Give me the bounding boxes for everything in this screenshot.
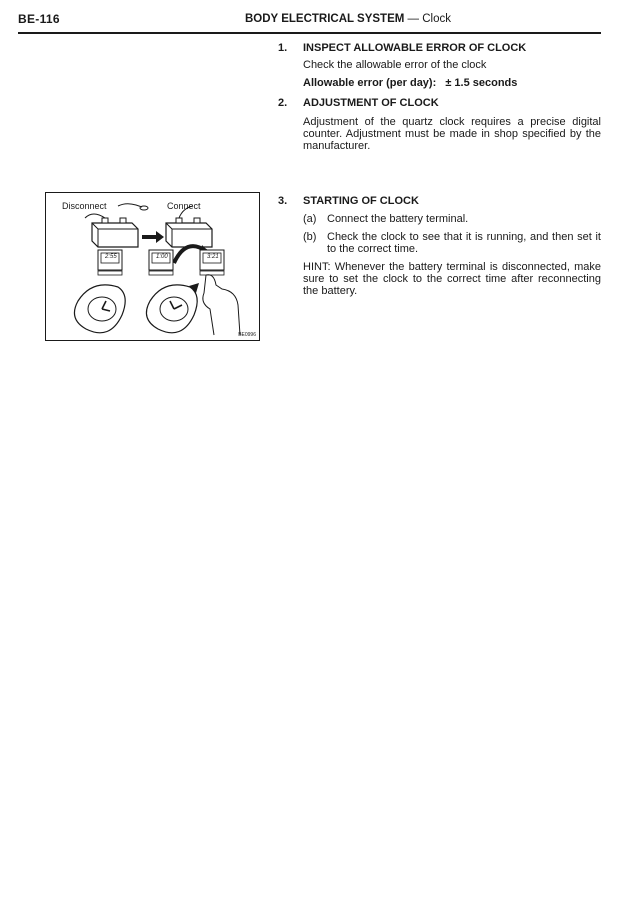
step-title: ADJUSTMENT OF CLOCK bbox=[303, 97, 439, 109]
sub-label: (a) bbox=[303, 213, 317, 225]
header-section: BODY ELECTRICAL SYSTEM bbox=[245, 13, 405, 25]
battery-icon bbox=[85, 214, 138, 247]
cable-icon bbox=[118, 204, 142, 207]
clock-starting-figure bbox=[45, 192, 260, 341]
header-title bbox=[245, 13, 451, 25]
spec-value: ± 1.5 seconds bbox=[445, 77, 518, 89]
page-header bbox=[18, 10, 601, 34]
step-number: 2. bbox=[278, 97, 288, 109]
display-readout: 3:21 bbox=[207, 254, 219, 260]
sub-label: (b) bbox=[303, 231, 317, 243]
allowable-error-spec bbox=[303, 77, 601, 89]
step-title: STARTING OF CLOCK bbox=[303, 195, 419, 207]
wristwatch-icon bbox=[74, 285, 125, 333]
figure-drawing bbox=[46, 193, 259, 340]
display-readout: 1:00 bbox=[156, 254, 168, 260]
hint-text: HINT: Whenever the battery terminal is disconnected, make sure to set the clock to the correct time after reconnecting the battery. bbox=[303, 261, 601, 297]
step-1-instruction: Check the allowable error of the clock bbox=[303, 59, 487, 71]
wristwatch-icon bbox=[146, 285, 197, 333]
header-topic: Clock bbox=[422, 13, 451, 25]
step-number: 3. bbox=[278, 195, 288, 207]
spec-label: Allowable error (per day): bbox=[303, 77, 437, 89]
sub-text: Connect the battery terminal. bbox=[327, 213, 469, 225]
hand-icon bbox=[203, 275, 240, 335]
label-disconnect: Disconnect bbox=[62, 201, 107, 211]
header-separator: — bbox=[407, 13, 420, 25]
display-readout: 2:55 bbox=[105, 254, 117, 260]
step-2-text: Adjustment of the quartz clock requires a precise digital counter. Adjustment must be made in shop specified by the manufacturer. bbox=[303, 116, 601, 152]
figure-code: BE0996 bbox=[238, 332, 256, 338]
battery-icon bbox=[166, 206, 212, 247]
page-number: BE-116 bbox=[18, 12, 60, 26]
arrow-right-icon bbox=[142, 231, 164, 243]
terminal-clamp-icon bbox=[140, 206, 148, 210]
step-title: INSPECT ALLOWABLE ERROR OF CLOCK bbox=[303, 42, 527, 54]
sub-text: Check the clock to see that it is running, and then set it to the correct time. bbox=[327, 231, 601, 255]
label-connect: Connect bbox=[167, 201, 201, 211]
step-number: 1. bbox=[278, 42, 288, 54]
